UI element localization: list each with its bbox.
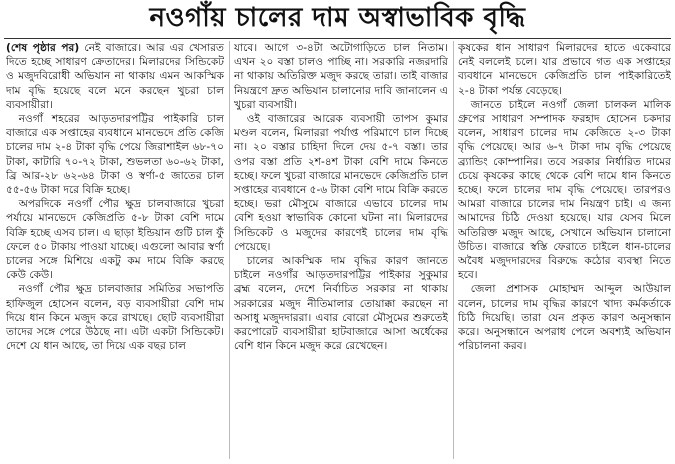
headline: নওগাঁয় চালের দাম অস্বাভাবিক বৃদ্ধি xyxy=(149,3,526,33)
column-3 xyxy=(458,41,671,461)
paragraph: জেলা প্রশাসক মোহাম্মদ আব্দুল আউয়াল বলেন, চালের দাম বৃদ্ধির কারণে খাদ্য কর্মকর্তাকে চিঠি দিয়েছি। তারা যেন প্রকৃত কারণ অনুসন্ধান করে। অনুসন্ধানে অপরাধ পেলে অবশ্যই অভিযান পরিচালনা করব। xyxy=(458,283,671,353)
headline-rule xyxy=(4,38,671,39)
continued-from-label: (শেষ পৃষ্ঠার পর) xyxy=(6,42,80,54)
paragraph: কৃষকের ধান সাধারণ মিলারদের হাতে একেবারে নেই বললেই চলে। যার প্রভাবে গত এক সপ্তাহের ব্যবধানে মানভেদে কেজিপ্রতি চাল পাইকারিতেই ২-৪ টাকা পর্যন্ত বেড়েছে। xyxy=(458,42,671,97)
paragraph-text: নেই বাজারে। আর এর খেসারত দিতে হচ্ছে সাধারণ ক্রেতাদের। মিলারদের সিন্ডিকেট ও মজুদবিরোধী অভিযান না থাকায় এমন আকস্মিক দাম বৃদ্ধি হয়েছে বলে মনে করছেন খুচরা চাল ব্যবসায়ীরা। xyxy=(6,42,224,111)
paragraph: নওগাঁ শহরের আড়তদারপট্টির পাইকারি চাল বাজারে এক সপ্তাহের ব্যবধানে মানভেদে প্রতি কেজি চালের দাম ২-৪ টাকা বৃদ্ধি পেয়ে জিরাশাইল ৬৮-৭০ টাকা, কাটারি ৭০-৭২ টাকা, শুভলতা ৬০-৬২ টাকা, ব্রি আর-২৮ ৬২-৬৪ টাকা ও স্বর্ণা-৫ জাতের চাল ৫৫-৫৬ টাকা দরে বিক্রি হচ্ছে। xyxy=(6,113,224,197)
paragraph: যাবে। আগে ৩-৪টা অটোগাড়িতে চাল নিতাম। এখন ২০ বস্তা চালও পাচ্ছি না। সরকারি নজরদারি না থাকায় অতিরিক্ত মজুদ করছে তারা। তাই বাজার নিয়ন্ত্রণে দ্রুত অভিযান চালানোর দাবি জানালেন এ খুচরা ব্যবসায়ী। xyxy=(234,42,448,111)
column-divider xyxy=(453,41,454,459)
paragraph: চালের আকস্মিক দাম বৃদ্ধির কারণ জানতে চাইলে নওগাঁর আড়তদারপট্টির পাইকার সুকুমার ব্রহ্ম বলেন, দেশে নির্বাচিত সরকার না থাকায় সরকারের মজুদ নীতিমালার তোয়াক্কা করছেন না অসাধু মজুদদাররা। এবার বোরো মৌসুমের শুরুতেই করপোরেট ব্যবসায়ীরা হাটবাজারে আসা অর্ধেকের বেশি ধান কিনে মজুদ করে রেখেছেন। xyxy=(234,255,448,353)
paragraph xyxy=(6,41,224,112)
paragraph: ওই বাজারের আরেক ব্যবসায়ী তাপস কুমার মণ্ডল বলেন, মিলাররা পর্যাপ্ত পরিমাণে চাল দিচ্ছে না। ২০ বস্তার চাহিদা দিলে দেয় ৫-৭ বস্তা। তার ওপর বস্তা প্রতি ২শ-৪শ টাকা বেশি দামে কিনতে হচ্ছে। ফলে খুচরা বাজারে মানভেদে কেজিপ্রতি চাল সপ্তাহের ব্যবধানে ৫-৬ টাকা বেশি দামে বিক্রি করতে হচ্ছে। ভরা মৌসুমে বাজারে এভাবে চালের দাম বেশি হওয়া স্বাভাবিক কোনো ঘটনা না। মিলারদের সিন্ডিকেট ও মজুদের কারণেই চালের দাম বৃদ্ধি পেয়েছে। xyxy=(234,113,448,253)
column-2 xyxy=(234,41,448,461)
paragraph: অপরদিকে নওগাঁ পৌর ক্ষুদ্র চালবাজারে খুচরা পর্যায়ে মানভেদে কেজিপ্রতি ৫-৮ টাকা বেশি দামে বিক্রি হচ্ছে এসব চাল। এ ছাড়া ইন্ডিয়ান গুটি চাল ফুঁ ফেলে ৫০ টাকায় পাওয়া যাচ্ছে। এগুলো আবার স্বর্ণা চালের সঙ্গে মিশিয়ে একটু কম দামে বিক্রি করছে কেউ কেউ। xyxy=(6,198,224,282)
paragraph: নওগাঁ পৌর ক্ষুদ্র চালবাজার সমিতির সভাপতি হাফিজুল হোসেন বলেন, বড় ব্যবসায়ীরা বেশি দাম দিয়ে ধান কিনে মজুদ করে রাখছে। ছোট ব্যবসায়ীরা তাদের সঙ্গে পেরে উঠছে না। এটা একটা সিন্ডিকেট। দেশে যে ধান আছে, তা দিয়ে এক বছর চাল xyxy=(6,283,224,353)
column-1 xyxy=(6,41,224,461)
paragraph: জানতে চাইলে নওগাঁ জেলা চালকল মালিক গ্রুপের সাধারণ সম্পাদক ফরহাদ হোসেন চকদার বলেন, সাধারণ চালের দাম কেজিতে ২-৩ টাকা বৃদ্ধি পেয়েছে। আর ৬-৭ টাকা দাম বৃদ্ধি পেয়েছে ব্র্যান্ডিং কোম্পানির। তবে সরকার নির্ধারিত দামের চেয়ে কৃষকের কাছে থেকে বেশি দামে ধান কিনতে হচ্ছে। ফলে চালের দাম বৃদ্ধি পেয়েছে। তারপরও আমরা বাজারে চালের দাম নিয়ন্ত্রণ চাই। এ জন্য আমাদের চিঠি দেওয়া হয়েছে। যার যেসব মিলে অতিরিক্ত মজুদ আছে, সেখানে অভিযান চালানো উচিত। বাজারে স্বস্তি ফেরাতে চাইলে ধান-চালের অবৈধ মজুদদারদের বিরুদ্ধে কঠোর ব্যবস্থা নিতে হবে। xyxy=(458,98,671,282)
column-divider xyxy=(229,41,230,459)
